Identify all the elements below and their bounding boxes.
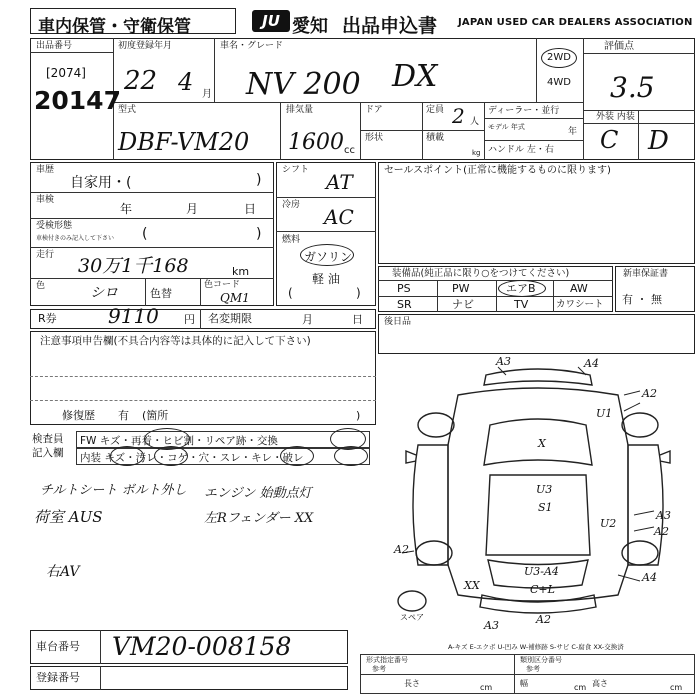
capacity-label: 定員: [426, 105, 445, 115]
equip-pw: PW: [452, 282, 470, 295]
warranty-label: 新車保証書: [623, 269, 669, 279]
first-reg-label: 初度登録年月: [118, 41, 173, 51]
interior-grade: D: [648, 126, 669, 156]
drive-4wd: 4WD: [547, 77, 571, 88]
sales-point-box: [378, 162, 695, 264]
inspector-row1: FW キズ・再着・ヒビ割・リペア跡・交換: [80, 435, 278, 447]
row2-circle-c: [280, 446, 314, 466]
inspection-day: 日: [244, 202, 257, 216]
inspection-label: 車検: [36, 195, 55, 205]
name-change-month: 月: [302, 313, 313, 326]
row2-circle-d: [334, 446, 368, 466]
mark-a3-rear: A3: [484, 619, 499, 632]
first-reg-month-unit: 月: [202, 89, 212, 100]
repair-close: ): [356, 409, 361, 422]
hand-note-1: チルトシート ボルト外し: [40, 483, 187, 498]
mileage-label: 走行: [36, 250, 55, 260]
color-value: シロ: [90, 285, 118, 301]
car-name-value: NV 200: [246, 67, 361, 102]
height-unit: cm: [670, 683, 683, 692]
ext-int-label: 外装 内装: [596, 112, 635, 122]
repair-label: 修復歴: [62, 409, 95, 422]
lot-label: 出品番号: [36, 41, 73, 51]
lot-sub: [2074]: [46, 66, 86, 80]
history-label: 車歴: [36, 165, 55, 175]
category-ref: 参考: [526, 665, 540, 673]
displacement-unit: cc: [344, 145, 355, 156]
model-year-label: モデル 年式: [488, 123, 525, 131]
mark-a2-left: A2: [394, 543, 409, 556]
mark-a2-right-2: A2: [654, 525, 669, 538]
warranty-value: 有 ・ 無: [622, 293, 662, 306]
type-designation-ref: 参考: [372, 665, 386, 673]
fuel-close: ): [356, 286, 361, 300]
color-label: 色: [36, 281, 46, 291]
ju-logo: [252, 10, 290, 32]
width-unit: cm: [574, 683, 587, 692]
lot-number: 20147: [34, 86, 121, 115]
mileage-unit: km: [232, 265, 250, 278]
mark-a3-right: A3: [656, 509, 671, 522]
mark-a4-rear: A4: [642, 571, 657, 584]
equip-tv: TV: [514, 298, 529, 311]
model-year-unit: 年: [568, 127, 578, 137]
shift-value: AT: [326, 170, 353, 194]
equipment-label: 装備品(純正品に限り○をつけてください): [392, 268, 570, 279]
equip-sr: SR: [397, 298, 412, 311]
mileage-value: 30万1千168: [78, 255, 189, 277]
equip-aw: AW: [570, 282, 588, 295]
recycle-unit: 円: [184, 313, 195, 326]
category-label: 類別区分番号: [520, 656, 562, 664]
mark-cl: C+L: [530, 583, 555, 596]
car-name-label: 車名・グレード: [220, 41, 284, 51]
rating-label: 評価点: [604, 41, 634, 52]
fuel-gasoline: ガソリン: [304, 250, 353, 264]
height-label: 高さ: [592, 679, 608, 688]
name-change-day: 日: [352, 313, 363, 326]
mark-u2: U2: [600, 517, 617, 530]
mark-u1: U1: [596, 407, 613, 420]
load-unit: kg: [472, 149, 481, 157]
mark-u3-a4: U3-A4: [524, 565, 559, 578]
recycle-box: [30, 309, 376, 329]
capacity-value: 2: [452, 104, 465, 128]
later-items-box: [378, 314, 695, 354]
car-damage-diagram: [378, 355, 698, 655]
sheet-title: 出品申込書: [342, 15, 438, 37]
fuel-open: (: [288, 286, 293, 300]
model-value: DBF-VM20: [118, 128, 250, 156]
repair-place: (箇所: [142, 409, 169, 422]
drive-2wd: 2WD: [547, 52, 571, 63]
sales-point-label: セールスポイント(正常に機能するものに限ります): [384, 165, 611, 176]
ju-logo-text: JU: [262, 12, 280, 30]
hand-note-2: 荷室 AUS: [34, 508, 103, 526]
later-items-label: 後日品: [384, 317, 412, 327]
fuel-diesel: 軽 油: [312, 272, 340, 286]
recycle-label: R券: [38, 312, 57, 325]
inspection-month: 月: [186, 202, 199, 216]
rating-score: 3.5: [610, 71, 655, 104]
model-label: 型式: [118, 105, 137, 115]
accept-open: (: [142, 226, 148, 242]
color-change-label: 色替: [150, 287, 172, 300]
equip-ps: PS: [397, 282, 411, 295]
color-code: QM1: [220, 291, 250, 305]
width-label: 幅: [520, 679, 528, 688]
doors-label: ドア: [365, 105, 383, 115]
inspector-label-2: 記入欄: [32, 447, 64, 459]
handle-label: ハンドル 左・右: [488, 145, 554, 155]
fuel-label: 燃料: [282, 235, 301, 245]
mark-a2-right: A2: [642, 387, 657, 400]
hand-note-4: エンジン 始動点灯: [204, 486, 312, 501]
association-name: JAPAN USED CAR DEALERS ASSOCIATION: [458, 17, 693, 28]
history-value: 自家用・(: [70, 175, 132, 191]
shift-label: シフト: [282, 165, 310, 175]
repair-value: 有: [118, 409, 129, 422]
mark-a2-rear: A2: [536, 613, 551, 626]
inspection-year: 年: [120, 202, 133, 216]
mark-a4-front: A4: [584, 357, 599, 370]
mark-u3: U3: [536, 483, 553, 496]
exterior-grade: C: [600, 126, 619, 154]
shape-label: 形状: [365, 133, 384, 143]
type-designation-label: 形式指定番号: [366, 656, 408, 664]
inspector-label-1: 検査員: [32, 433, 64, 445]
reg-no-label: 登録番号: [36, 671, 80, 684]
spare-label: スペア: [400, 613, 424, 622]
mark-a3-front: A3: [496, 355, 511, 368]
name-change-label: 名変期限: [208, 312, 252, 325]
displacement-value: 1600: [288, 130, 344, 155]
first-reg-year: 22: [124, 66, 158, 96]
chassis-value: VM20-008158: [112, 632, 292, 661]
length-label: 長さ: [404, 679, 420, 688]
color-code-label: 色コード: [204, 280, 241, 290]
accept-note: 車検付きのみ記入して下さい: [36, 235, 115, 242]
capacity-unit: 人: [470, 117, 480, 127]
equip-seat: カワシート: [556, 299, 604, 310]
car-grade-value: DX: [392, 59, 438, 94]
storage-label: 車内保管・守衛保管: [38, 17, 191, 37]
ac-label: 冷房: [282, 200, 301, 210]
displacement-label: 排気量: [286, 105, 314, 115]
inspector-row2: 内装 キズ・汚レ・コゲ・穴・スレ・キレ・破レ: [80, 452, 304, 464]
load-label: 積載: [426, 133, 445, 143]
hand-note-3: 左Rフェンダー XX: [204, 511, 314, 526]
org-name: 愛知: [292, 16, 328, 37]
equip-navi: ナビ: [452, 298, 474, 311]
length-unit: cm: [480, 683, 493, 692]
equip-airbag: エアB: [506, 282, 536, 295]
mark-xx: XX: [464, 579, 480, 592]
ac-value: AC: [324, 205, 354, 229]
recycle-value: 9110: [108, 304, 159, 328]
history-close: ): [256, 172, 262, 188]
hand-note-5: 右AV: [46, 564, 80, 580]
dealer-label: ディーラー・並行: [488, 106, 560, 116]
first-reg-month: 4: [178, 68, 194, 96]
row2-circle-a: [110, 446, 144, 466]
row2-circle-b: [154, 446, 188, 466]
accept-close: ): [256, 226, 262, 242]
mark-x: X: [538, 437, 546, 450]
chassis-label: 車台番号: [36, 640, 80, 653]
notes-label: 注意事項申告欄(不具合内容等は具体的に記入して下さい): [40, 335, 311, 347]
accept-label: 受検形態: [36, 221, 73, 231]
damage-legend: A-キズ E-エクボ U-凹み W-補修跡 S-サビ C-腐食 XX-交換済: [448, 643, 624, 651]
mark-s1: S1: [538, 501, 553, 514]
